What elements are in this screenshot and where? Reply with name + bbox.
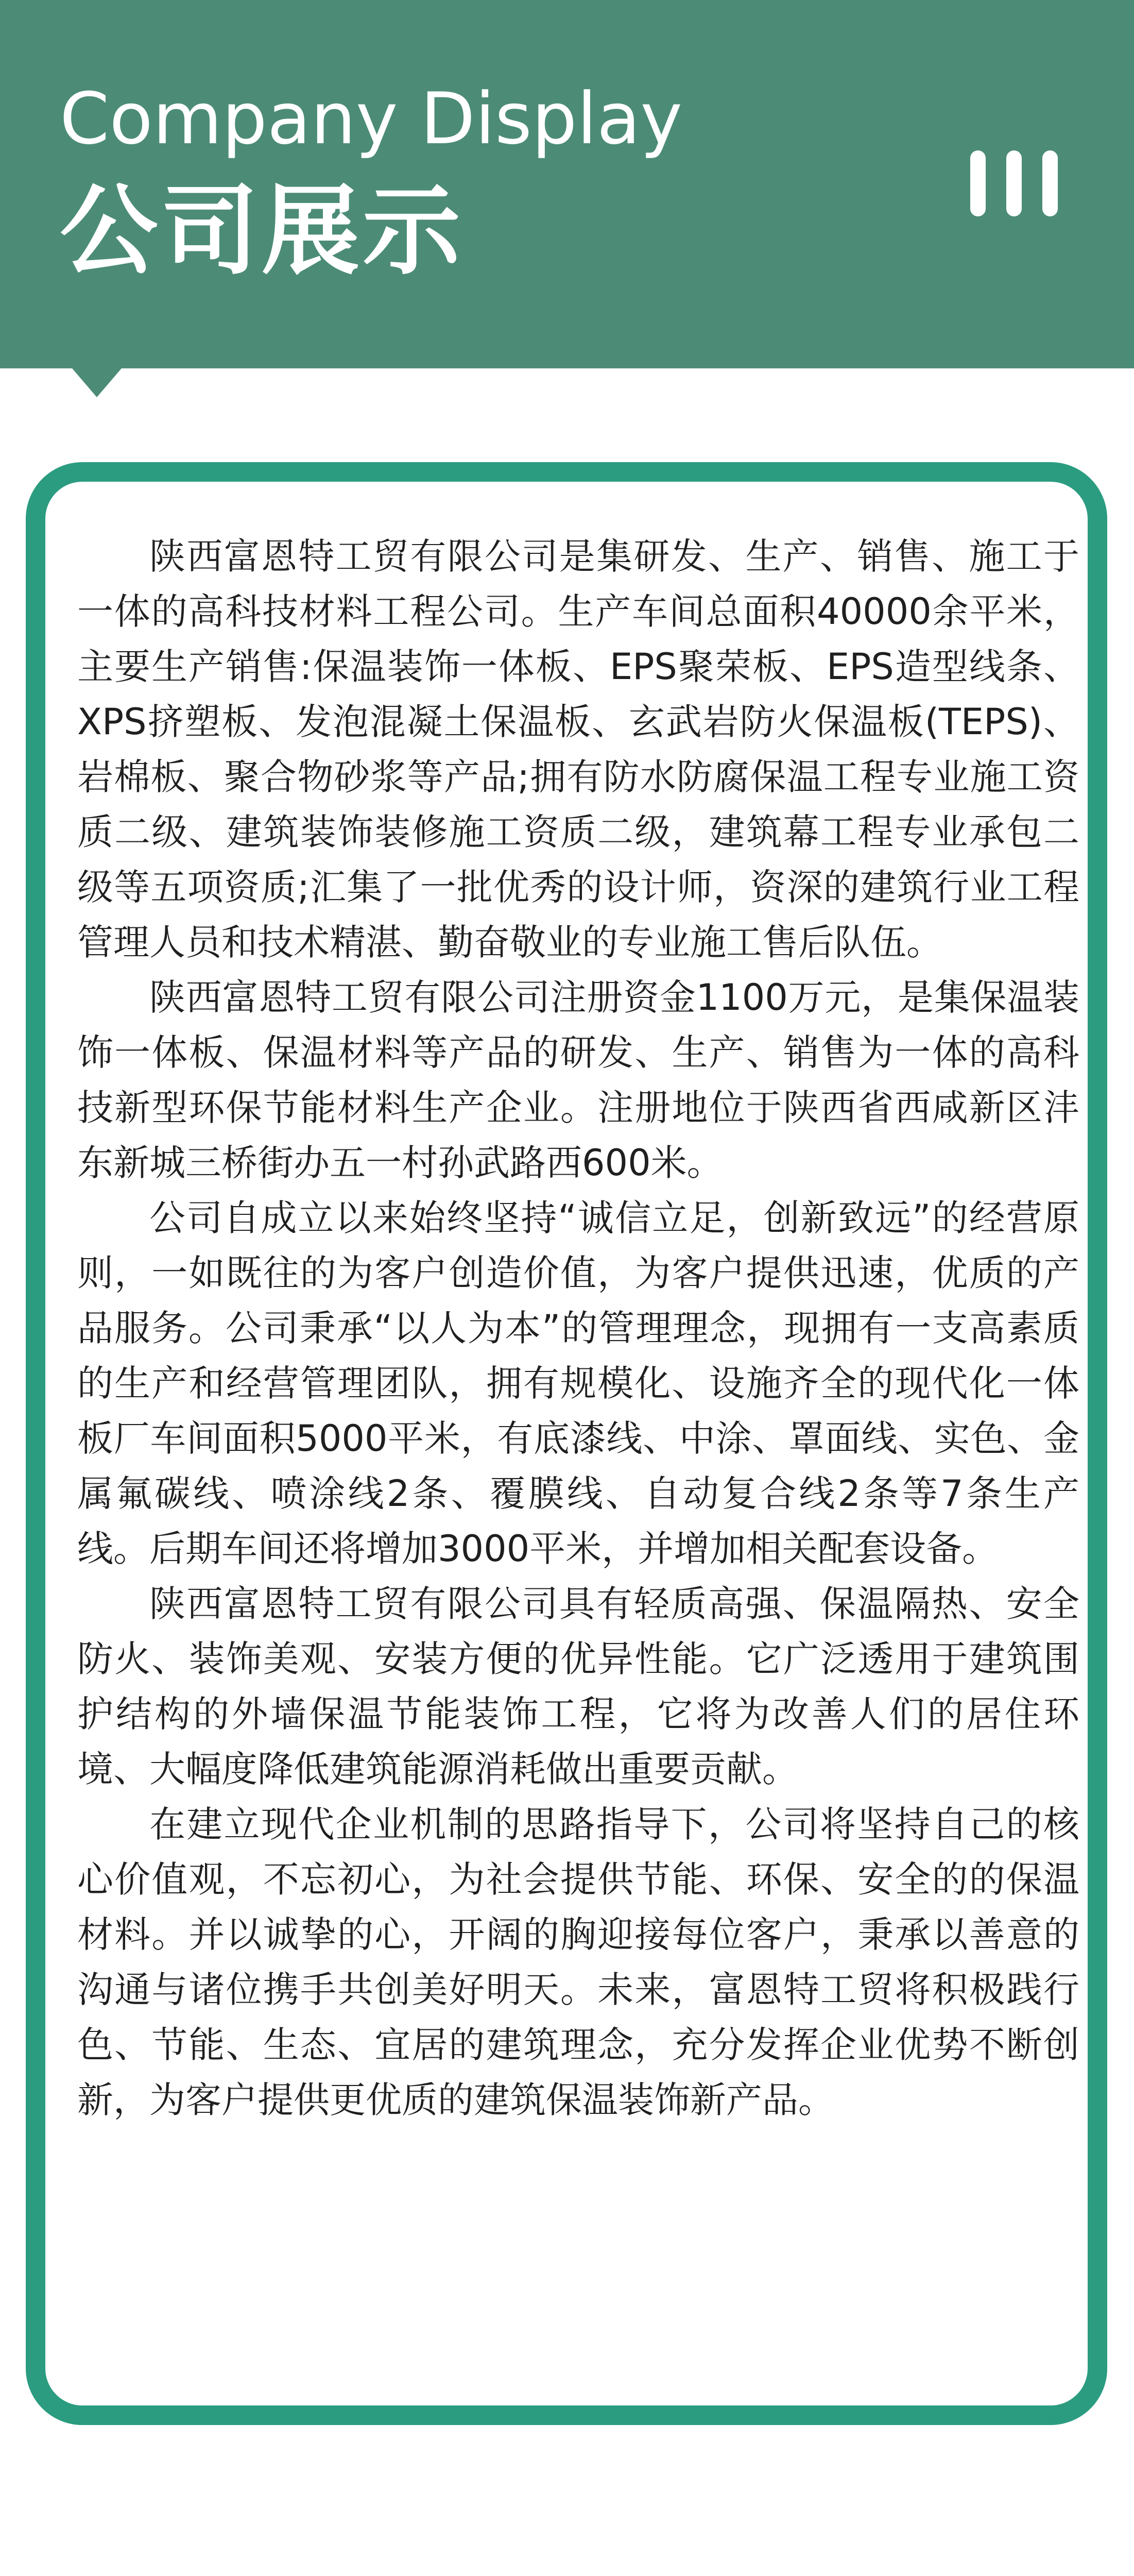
company-intro-card bbox=[26, 462, 1107, 2425]
intro-paragraph: 公司自成立以来始终坚持“诚信立足，创新致远”的经营原则，一如既往的为客户创造价值，为客户提供迅速，优质的产品服务。公司秉承“以人为本”的管理理念，现拥有一支高素质的生产和经营管理团队，拥有规模化、设施齐全的现代化一体板厂车间面积5000平米，有底漆线、中涂、罩面线、实色、金属氟碳线、喷涂线2条、覆膜线、自动复合线2条等7条生产线。后期车间还将增加3000平米，并增加相关配套设备。 bbox=[77, 1197, 1079, 1570]
header-pointer-notch bbox=[72, 368, 122, 397]
bar-icon-segment bbox=[1042, 150, 1058, 216]
intro-paragraph: 陕西富恩特工贸有限公司注册资金1100万元，是集保温装饰一体板、保温材料等产品的研发、生产、销售为一体的高科技新型环保节能材料生产企业。注册地位于陕西省西咸新区沣东新城三桥街办五一村孙武路西600米。 bbox=[77, 976, 1079, 1184]
company-intro-text bbox=[77, 529, 1079, 2128]
header-banner bbox=[0, 0, 1134, 368]
intro-paragraph: 陕西富恩特工贸有限公司具有轻质高强、保温隔热、安全防火、装饰美观、安装方便的优异性能。它广泛透用于建筑围护结构的外墙保温节能装饰工程，它将为改善人们的居住环境、大幅度降低建筑能源消耗做出重要贡献。 bbox=[77, 1583, 1079, 1790]
bar-icon-segment bbox=[1006, 150, 1022, 216]
intro-paragraph: 陕西富恩特工贸有限公司是集研发、生产、销售、施工于一体的高科技材料工程公司。生产车间总面积40000余平米，主要生产销售:保温装饰一体板、EPS聚荣板、EPS造型线条、XPS挤塑板、发泡混凝土保温板、玄武岩防火保温板(TEPS)、岩棉板、聚合物砂浆等产品;拥有防水防腐保温工程专业施工资质二级、建筑装饰装修施工资质二级，建筑幕工程专业承包二级等五项资质;汇集了一批优秀的设计师，资深的建筑行业工程管理人员和技术精湛、勤奋敬业的专业施工售后队伍。 bbox=[77, 535, 1079, 963]
three-vertical-bars-icon bbox=[970, 150, 1058, 216]
page-title-chinese: 公司展示 bbox=[60, 174, 464, 288]
intro-paragraph: 在建立现代企业机制的思路指导下，公司将坚持自己的核心价值观，不忘初心，为社会提供节能、环保、安全的的保温材料。并以诚挚的心，开阔的胸迎接每位客户，秉承以善意的沟通与诸位携手共创美好明天。未来，富恩特工贸将积极践行色、节能、生态、宜居的建筑理念，充分发挥企业优势不断创新，为客户提供更优质的建筑保温装饰新产品。 bbox=[77, 1803, 1079, 2121]
page-title-english: Company Display bbox=[60, 77, 683, 160]
bar-icon-segment bbox=[970, 150, 986, 216]
